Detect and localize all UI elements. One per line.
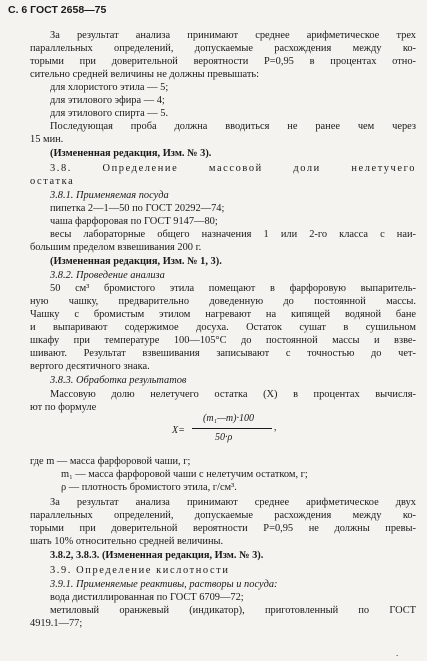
fraction-bar [192,428,272,429]
text-line: вертого десятичного знака. [30,361,150,372]
variable-definition: m₁ — масса фарфоровой чаши с нелетучим остатком, г; [61,469,308,480]
amendment-note: 3.8.2, 3.8.3. (Измененная редакция, Изм. № 3). [50,550,264,561]
text-line: Чашку с бромистым этилом нагревают на кипящей водяной бане [30,309,416,320]
subsection-heading: 3.8.3. Обработка результатов [50,375,187,386]
variable-definition: ρ — плотность бромистого этила, г/см³. [61,482,237,493]
text-line: За результат анализа принимают среднее арифметическое трех [50,30,416,41]
text-line: большим пределом взвешивания 200 г. [30,242,202,253]
text-line: Последующая проба должна вводиться не ранее чем через [50,121,416,132]
amendment-note: (Измененная редакция, Изм. № 3). [50,148,212,159]
text-line: и выпаривают содержимое досуха. Остаток сушат в сушильном [30,322,416,333]
text-line: для хлористого этила — 5; [50,82,169,93]
amendment-note: (Измененная редакция, Изм. № 1, 3). [50,256,222,267]
text-line: для этилового спирта — 5. [50,108,169,119]
text-line: шать 10% относительно средней величины. [30,536,224,547]
text-line: параллельных определений, допускаемые расхождения между ко- [30,43,416,54]
subsection-heading: 3.9.1. Применяемые реактивы, растворы и посуда: [50,579,278,590]
text-line: метиловый оранжевый (индикатор), приготовленный по ГОСТ [50,605,416,616]
text-line: вода дистиллированная по ГОСТ 6709—72; [50,592,244,603]
formula-numerator: (m₁—m)·100 [203,413,254,424]
formula-tail: , [274,422,277,433]
formula-denominator: 50·ρ [215,432,233,443]
text-line: шкафу при температуре 100—105°С до постоянной массы и взве- [30,335,416,346]
text-line: Массовую долю нелетучего остатка (X) в процентах вычисля- [50,389,416,400]
text-line: параллельных определений, допускаемые расхождения между ко- [30,510,416,521]
text-line: торыми при доверительной вероятности P=0,95 в процентах отно- [30,56,416,67]
section-heading: 3.9. Определение кислотности [50,565,230,576]
subsection-heading: 3.8.1. Применяемая посуда [50,190,169,201]
text-line: 50 см³ бромистого этила помещают в фарфоровую выпаритель- [50,283,416,294]
text-line: торыми при доверительной вероятности P=0,95 не должны превы- [30,523,416,534]
section-heading: остатка [30,176,75,187]
text-line: сительно средней величины не должны превышать: [30,69,260,80]
page-mark: . [396,648,399,658]
text-line: шивают. Результат взвешивания записывают с точностью до чет- [30,348,416,359]
section-heading: 3.8. Определение массовой доли нелетучего [50,163,416,174]
text-line: ют по формуле [30,402,97,413]
variable-definition: где m — масса фарфоровой чаши, г; [30,456,191,467]
formula-lhs: X= [172,425,185,436]
text-line: пипетка 2—1—50 по ГОСТ 20292—74; [50,203,225,214]
text-line: 4919.1—77; [30,618,83,629]
text-line: чаша фарфоровая по ГОСТ 9147—80; [50,216,218,227]
subsection-heading: 3.8.2. Проведение анализа [50,270,165,281]
text-line: для этилового эфира — 4; [50,95,165,106]
text-line: весы лабораторные общего назначения 1 или 2-го класса с наи- [50,229,416,240]
page-header: С. 6 ГОСТ 2658—75 [8,4,107,16]
text-line: ную чашку, предварительно доведенную до постоянной массы. [30,296,416,307]
text-line: За результат анализа принимают среднее арифметическое двух [50,497,416,508]
text-line: 15 мин. [30,134,64,145]
